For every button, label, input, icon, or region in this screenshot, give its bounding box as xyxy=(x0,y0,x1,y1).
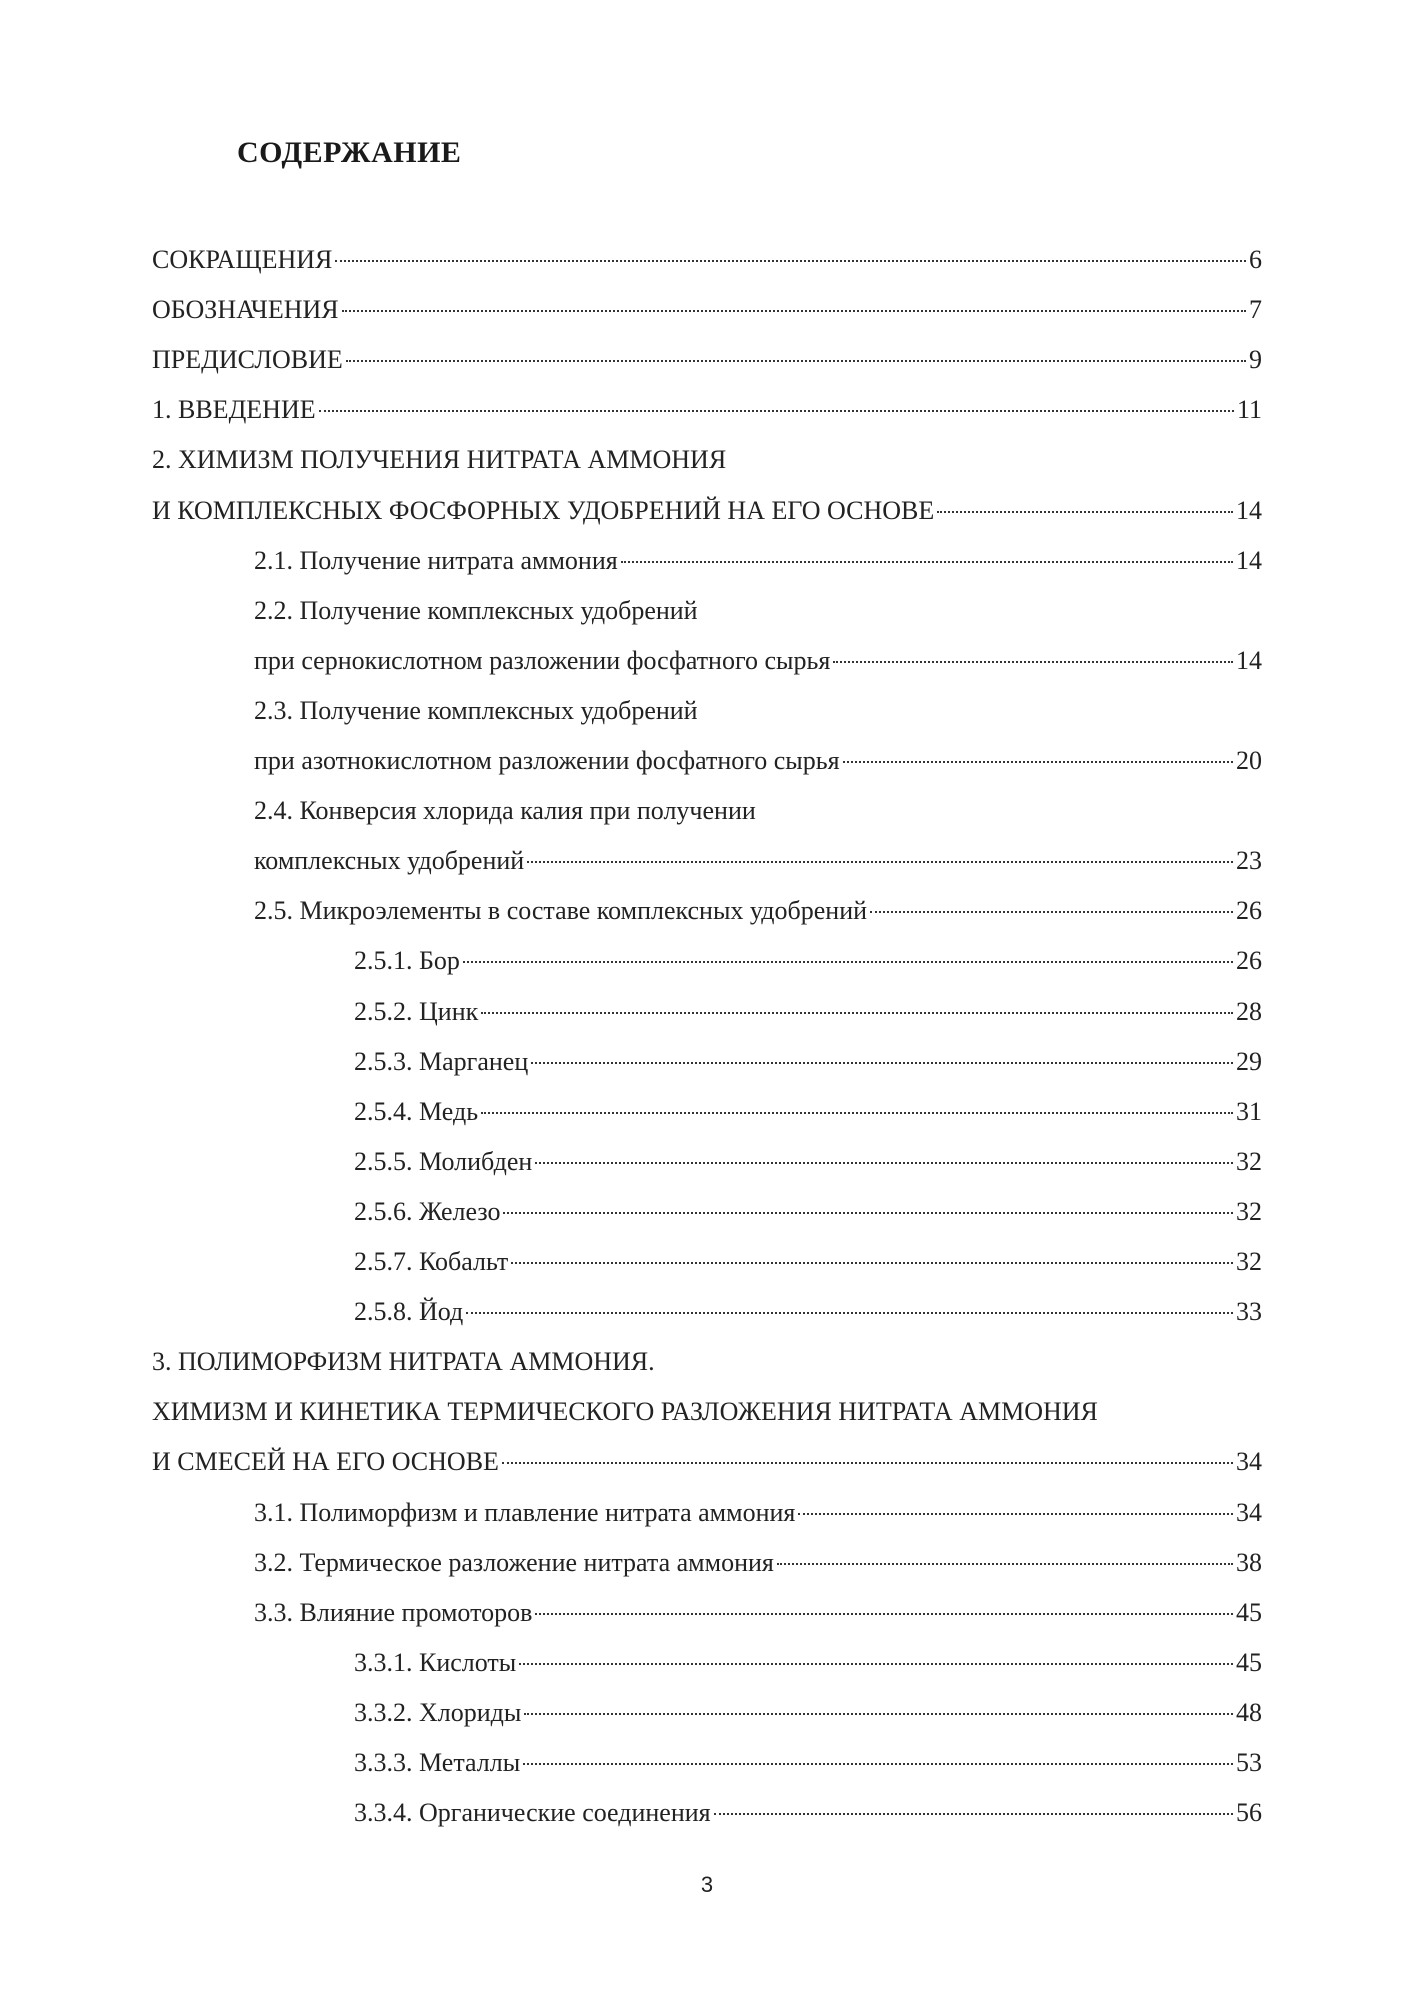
toc-entry-page: 14 xyxy=(1236,495,1262,525)
toc-entry-title: 2.1. Получение нитрата аммония xyxy=(254,545,618,575)
toc-entry-page: 53 xyxy=(1236,1748,1262,1777)
toc-entry xyxy=(152,1387,1262,1437)
toc-entry-title: И КОМПЛЕКСНЫХ ФОСФОРНЫХ УДОБРЕНИЙ НА ЕГО ОСНОВЕ xyxy=(152,495,935,525)
toc-entry xyxy=(354,987,1262,1037)
toc-entry xyxy=(152,1337,1262,1387)
toc-entry-page: 23 xyxy=(1236,846,1262,876)
dot-leader xyxy=(481,1012,1233,1014)
toc-entry xyxy=(152,435,1262,485)
toc-entry-title: при сернокислотном разложении фосфатного сырья xyxy=(254,645,831,675)
toc-entry xyxy=(254,736,1262,786)
toc-entry xyxy=(152,1437,1262,1487)
dot-leader xyxy=(527,861,1233,863)
toc-entry-page: 32 xyxy=(1236,1146,1262,1176)
toc-entry xyxy=(254,586,1262,636)
toc-entry xyxy=(254,786,1262,836)
toc-entry-title: СОКРАЩЕНИЯ xyxy=(152,245,333,274)
toc-entry xyxy=(152,285,1262,335)
toc-entry xyxy=(354,1087,1262,1137)
toc-entry-page: 34 xyxy=(1236,1447,1262,1477)
toc-entry-title: 2. ХИМИЗМ ПОЛУЧЕНИЯ НИТРАТА АММОНИЯ xyxy=(152,445,727,475)
toc-entry xyxy=(354,1237,1262,1287)
toc-entry-page: 45 xyxy=(1236,1597,1262,1627)
dot-leader xyxy=(621,561,1233,563)
toc-entry-page: 7 xyxy=(1249,295,1262,325)
toc-entry-page: 29 xyxy=(1236,1046,1262,1076)
toc-entry-title: 2.5.2. Цинк xyxy=(354,996,479,1026)
page-title: СОДЕРЖАНИЕ xyxy=(237,136,462,169)
dot-leader xyxy=(843,761,1233,763)
toc-entry-title: ОБОЗНАЧЕНИЯ xyxy=(152,295,339,325)
toc-entry xyxy=(152,335,1262,385)
toc-entry-title: 2.5.3. Марганец xyxy=(354,1046,529,1076)
toc-entry-title: 2.4. Конверсия хлорида калия при получении xyxy=(254,796,756,826)
toc-entry xyxy=(152,235,1262,285)
dot-leader xyxy=(870,911,1233,913)
toc-entry-page: 20 xyxy=(1236,746,1262,775)
toc-entry xyxy=(254,686,1262,736)
toc-entry-title: 2.5.7. Кобальт xyxy=(354,1247,509,1276)
toc-entry-title: 3.2. Термическое разложение нитрата аммония xyxy=(254,1547,774,1577)
toc-entry xyxy=(354,1187,1262,1237)
toc-entry-page: 9 xyxy=(1249,345,1262,375)
toc-entry xyxy=(254,636,1262,686)
toc-entry xyxy=(354,936,1262,986)
toc-entry xyxy=(254,836,1262,886)
toc-entry-title: 2.5.1. Бор xyxy=(354,946,460,976)
toc-entry xyxy=(354,1688,1262,1738)
dot-leader xyxy=(937,511,1233,513)
toc-entry-page: 34 xyxy=(1236,1497,1262,1527)
toc-entry-title: 3.3.2. Хлориды xyxy=(354,1697,522,1727)
dot-leader xyxy=(798,1513,1233,1515)
toc-entry-page: 11 xyxy=(1236,395,1262,425)
toc-entry xyxy=(254,536,1262,586)
toc-entry xyxy=(152,385,1262,435)
toc-entry xyxy=(354,1037,1262,1087)
toc-entry-page: 48 xyxy=(1236,1697,1262,1727)
toc-entry-title: комплексных удобрений xyxy=(254,846,525,876)
toc-entry-page: 56 xyxy=(1236,1798,1262,1828)
dot-leader xyxy=(535,1162,1233,1164)
dot-leader xyxy=(319,410,1234,412)
toc-entry-title: 2.5.6. Железо xyxy=(354,1196,501,1226)
toc-entry-title: 2.5.4. Медь xyxy=(354,1096,479,1126)
dot-leader xyxy=(503,1212,1233,1214)
dot-leader xyxy=(535,1613,1233,1615)
toc-entry-title: ХИМИЗМ И КИНЕТИКА ТЕРМИЧЕСКОГО РАЗЛОЖЕНИЯ НИТРАТА АММОНИЯ xyxy=(152,1397,1098,1427)
dot-leader xyxy=(531,1062,1233,1064)
toc-entry xyxy=(354,1638,1262,1688)
toc-entry xyxy=(354,1738,1262,1788)
dot-leader xyxy=(463,961,1233,963)
toc-entry-page: 6 xyxy=(1249,245,1262,274)
toc-entry-page: 33 xyxy=(1236,1297,1262,1327)
toc-entry-title: 2.2. Получение комплексных удобрений xyxy=(254,595,698,625)
dot-leader xyxy=(524,1713,1233,1715)
toc-entry-title: И СМЕСЕЙ НА ЕГО ОСНОВЕ xyxy=(152,1447,499,1477)
toc-entry-page: 45 xyxy=(1236,1647,1262,1677)
toc-entry-page: 32 xyxy=(1236,1196,1262,1226)
toc-entry-title: при азотнокислотном разложении фосфатного сырья xyxy=(254,746,840,775)
toc-entry-page: 28 xyxy=(1236,996,1262,1026)
toc-entry-page: 32 xyxy=(1236,1247,1262,1276)
dot-leader xyxy=(466,1312,1233,1314)
toc-entry xyxy=(254,1538,1262,1588)
dot-leader xyxy=(777,1563,1233,1565)
dot-leader xyxy=(481,1112,1233,1114)
toc-entry-page: 14 xyxy=(1236,645,1262,675)
toc-entry xyxy=(152,486,1262,536)
toc-entry xyxy=(354,1788,1262,1838)
toc-entry-title: 2.3. Получение комплексных удобрений xyxy=(254,695,698,725)
toc-entry-page: 31 xyxy=(1236,1096,1262,1126)
toc-entry-title: 1. ВВЕДЕНИЕ xyxy=(152,395,316,425)
toc-entry xyxy=(254,1488,1262,1538)
dot-leader xyxy=(519,1663,1233,1665)
dot-leader xyxy=(833,661,1233,663)
toc-entry-page: 26 xyxy=(1236,896,1262,926)
dot-leader xyxy=(342,310,1246,312)
toc-entry-title: 3.3.1. Кислоты xyxy=(354,1647,517,1677)
toc-entry-title: ПРЕДИСЛОВИЕ xyxy=(152,345,343,375)
toc-entry-title: 2.5.5. Молибден xyxy=(354,1146,533,1176)
toc-entry-page: 38 xyxy=(1236,1547,1262,1577)
toc-entry xyxy=(354,1137,1262,1187)
toc-entry-title: 3.3.3. Металлы xyxy=(354,1748,521,1777)
toc-entry-title: 3. ПОЛИМОРФИЗМ НИТРАТА АММОНИЯ. xyxy=(152,1347,655,1377)
toc-entry-title: 3.3.4. Органические соединения xyxy=(354,1798,711,1828)
toc-entry xyxy=(254,886,1262,936)
toc-entry-title: 2.5.8. Йод xyxy=(354,1297,464,1327)
dot-leader xyxy=(346,360,1246,362)
toc-entry-title: 3.3. Влияние промоторов xyxy=(254,1597,533,1627)
toc-entry-title: 3.1. Полиморфизм и плавление нитрата аммония xyxy=(254,1497,796,1527)
page-number: 3 xyxy=(700,1872,714,1897)
toc-entry-page: 14 xyxy=(1236,545,1262,575)
toc-entry xyxy=(254,1588,1262,1638)
dot-leader xyxy=(511,1262,1233,1264)
dot-leader xyxy=(502,1462,1233,1464)
toc-entry-page: 26 xyxy=(1236,946,1262,976)
toc-entry-title: 2.5. Микроэлементы в составе комплексных удобрений xyxy=(254,896,868,926)
dot-leader xyxy=(714,1813,1233,1815)
dot-leader xyxy=(335,260,1246,262)
dot-leader xyxy=(523,1763,1233,1765)
toc-entry xyxy=(354,1287,1262,1337)
